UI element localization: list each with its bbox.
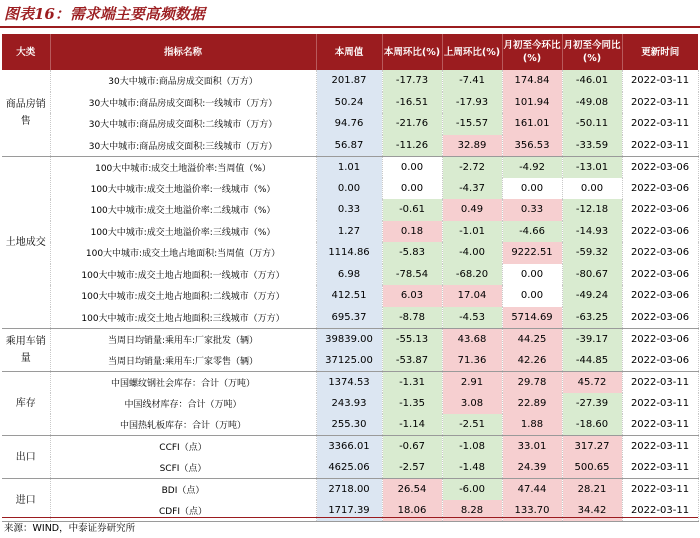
- table-row: [2, 135, 698, 157]
- current-value-cell: 1.27: [316, 221, 382, 243]
- change-cell: -5.83: [382, 242, 442, 264]
- indicator-name-cell: CDFI（点）: [50, 500, 316, 522]
- update-date-cell: 2022-03-06: [622, 199, 698, 221]
- header-row: [2, 34, 698, 70]
- indicator-name-cell: 30大中城市:商品房成交面积（万方）: [50, 70, 316, 92]
- update-date-cell: 2022-03-11: [622, 393, 698, 415]
- change-cell: -12.18: [562, 199, 622, 221]
- table-row: [2, 178, 698, 200]
- table-row: [2, 457, 698, 479]
- update-date-cell: 2022-03-06: [622, 350, 698, 372]
- change-cell: 9222.51: [502, 242, 562, 264]
- update-date-cell: 2022-03-06: [622, 264, 698, 286]
- update-date-cell: 2022-03-11: [622, 113, 698, 135]
- change-cell: -39.17: [562, 328, 622, 350]
- change-cell: 43.68: [442, 328, 502, 350]
- update-date-cell: 2022-03-06: [622, 307, 698, 329]
- change-cell: 18.06: [382, 500, 442, 522]
- change-cell: 71.36: [442, 350, 502, 372]
- change-cell: 24.39: [502, 457, 562, 479]
- update-date-cell: 2022-03-06: [622, 221, 698, 243]
- change-cell: 26.54: [382, 479, 442, 501]
- change-cell: -1.35: [382, 393, 442, 415]
- change-cell: -44.85: [562, 350, 622, 372]
- update-date-cell: 2022-03-11: [622, 371, 698, 393]
- change-cell: 33.01: [502, 436, 562, 458]
- table-row: [2, 328, 698, 350]
- current-value-cell: 1717.39: [316, 500, 382, 522]
- table-row: [2, 371, 698, 393]
- indicator-name-cell: 中国线材库存：合计（万吨）: [50, 393, 316, 415]
- indicator-name-cell: 中国热轧板库存：合计（万吨）: [50, 414, 316, 436]
- update-date-cell: 2022-03-11: [622, 479, 698, 501]
- category-cell: 乘用车销量: [2, 328, 50, 371]
- current-value-cell: 255.30: [316, 414, 382, 436]
- change-cell: 0.33: [502, 199, 562, 221]
- change-cell: 0.00: [502, 178, 562, 200]
- change-cell: 45.72: [562, 371, 622, 393]
- change-cell: 0.00: [502, 264, 562, 286]
- change-cell: -0.67: [382, 436, 442, 458]
- indicator-name-cell: 30大中城市:商品房成交面积:三线城市（万方）: [50, 135, 316, 157]
- change-cell: 0.00: [382, 178, 442, 200]
- indicator-name-cell: 100大中城市:成交土地占地面积:一线城市（万方）: [50, 264, 316, 286]
- change-cell: -2.51: [442, 414, 502, 436]
- change-cell: 0.49: [442, 199, 502, 221]
- table-row: [2, 500, 698, 522]
- change-cell: 101.94: [502, 92, 562, 114]
- column-header: 本周值: [316, 34, 382, 70]
- change-cell: -53.87: [382, 350, 442, 372]
- update-date-cell: 2022-03-06: [622, 328, 698, 350]
- change-cell: 6.03: [382, 285, 442, 307]
- current-value-cell: 39839.00: [316, 328, 382, 350]
- change-cell: -80.67: [562, 264, 622, 286]
- indicator-name-cell: 100大中城市:成交土地溢价率:一线城市（%）: [50, 178, 316, 200]
- change-cell: -17.73: [382, 70, 442, 92]
- current-value-cell: 0.00: [316, 178, 382, 200]
- column-header: 指标名称: [50, 34, 316, 70]
- current-value-cell: 50.24: [316, 92, 382, 114]
- change-cell: -4.53: [442, 307, 502, 329]
- indicator-name-cell: 100大中城市:成交土地溢价率:当周值（%）: [50, 156, 316, 178]
- current-value-cell: 695.37: [316, 307, 382, 329]
- table-row: [2, 221, 698, 243]
- change-cell: -4.00: [442, 242, 502, 264]
- change-cell: 0.00: [382, 156, 442, 178]
- indicator-name-cell: 30大中城市:商品房成交面积:一线城市（万方）: [50, 92, 316, 114]
- change-cell: -55.13: [382, 328, 442, 350]
- change-cell: 5714.69: [502, 307, 562, 329]
- update-date-cell: 2022-03-06: [622, 178, 698, 200]
- current-value-cell: 201.87: [316, 70, 382, 92]
- change-cell: -49.24: [562, 285, 622, 307]
- update-date-cell: 2022-03-06: [622, 285, 698, 307]
- current-value-cell: 412.51: [316, 285, 382, 307]
- change-cell: -14.93: [562, 221, 622, 243]
- change-cell: -2.57: [382, 457, 442, 479]
- table-row: [2, 199, 698, 221]
- current-value-cell: 1.01: [316, 156, 382, 178]
- category-cell: 出口: [2, 436, 50, 479]
- column-header: 大类: [2, 34, 50, 70]
- current-value-cell: 56.87: [316, 135, 382, 157]
- indicator-name-cell: 中国螺纹钢社会库存：合计（万吨）: [50, 371, 316, 393]
- change-cell: -17.93: [442, 92, 502, 114]
- change-cell: -63.25: [562, 307, 622, 329]
- column-header: 更新时间: [622, 34, 698, 70]
- change-cell: 356.53: [502, 135, 562, 157]
- current-value-cell: 1374.53: [316, 371, 382, 393]
- column-header: 上周环比(%): [442, 34, 502, 70]
- table-row: [2, 436, 698, 458]
- change-cell: -68.20: [442, 264, 502, 286]
- update-date-cell: 2022-03-11: [622, 70, 698, 92]
- indicator-name-cell: 100大中城市:成交土地占地面积:三线城市（万方）: [50, 307, 316, 329]
- table-row: [2, 242, 698, 264]
- change-cell: 161.01: [502, 113, 562, 135]
- change-cell: 8.28: [442, 500, 502, 522]
- table-row: [2, 350, 698, 372]
- change-cell: -11.26: [382, 135, 442, 157]
- change-cell: 34.42: [562, 500, 622, 522]
- indicator-name-cell: 当周日均销量:乘用车:厂家批发（辆）: [50, 328, 316, 350]
- change-cell: -59.32: [562, 242, 622, 264]
- change-cell: -4.92: [502, 156, 562, 178]
- current-value-cell: 94.76: [316, 113, 382, 135]
- update-date-cell: 2022-03-11: [622, 92, 698, 114]
- table-row: [2, 414, 698, 436]
- change-cell: -8.78: [382, 307, 442, 329]
- indicator-name-cell: 100大中城市:成交土地溢价率:三线城市（%）: [50, 221, 316, 243]
- indicator-name-cell: 30大中城市:商品房成交面积:二线城市（万方）: [50, 113, 316, 135]
- update-date-cell: 2022-03-11: [622, 457, 698, 479]
- change-cell: -0.61: [382, 199, 442, 221]
- change-cell: -18.60: [562, 414, 622, 436]
- change-cell: -1.31: [382, 371, 442, 393]
- current-value-cell: 37125.00: [316, 350, 382, 372]
- change-cell: -46.01: [562, 70, 622, 92]
- title-bar: [0, 0, 700, 28]
- change-cell: 2.91: [442, 371, 502, 393]
- table-row: [2, 70, 698, 92]
- indicator-name-cell: 当周日均销量:乘用车:厂家零售（辆）: [50, 350, 316, 372]
- change-cell: -16.51: [382, 92, 442, 114]
- current-value-cell: 6.98: [316, 264, 382, 286]
- indicator-name-cell: 100大中城市:成交土地溢价率:二线城市（%）: [50, 199, 316, 221]
- update-date-cell: 2022-03-11: [622, 135, 698, 157]
- category-cell: 商品房销售: [2, 70, 50, 156]
- change-cell: -50.11: [562, 113, 622, 135]
- table-row: [2, 285, 698, 307]
- table-body: [2, 70, 698, 522]
- change-cell: 32.89: [442, 135, 502, 157]
- update-date-cell: 2022-03-11: [622, 414, 698, 436]
- update-date-cell: 2022-03-11: [622, 500, 698, 522]
- change-cell: 500.65: [562, 457, 622, 479]
- change-cell: 133.70: [502, 500, 562, 522]
- change-cell: 47.44: [502, 479, 562, 501]
- update-date-cell: 2022-03-06: [622, 156, 698, 178]
- bottom-divider: [2, 517, 698, 518]
- current-value-cell: 4625.06: [316, 457, 382, 479]
- change-cell: 0.18: [382, 221, 442, 243]
- current-value-cell: 0.33: [316, 199, 382, 221]
- change-cell: -1.01: [442, 221, 502, 243]
- change-cell: -33.59: [562, 135, 622, 157]
- change-cell: -7.41: [442, 70, 502, 92]
- change-cell: 29.78: [502, 371, 562, 393]
- current-value-cell: 3366.01: [316, 436, 382, 458]
- change-cell: 0.00: [562, 178, 622, 200]
- table-row: [2, 393, 698, 415]
- change-cell: -21.76: [382, 113, 442, 135]
- change-cell: -27.39: [562, 393, 622, 415]
- change-cell: -1.14: [382, 414, 442, 436]
- change-cell: 0.00: [502, 285, 562, 307]
- change-cell: -78.54: [382, 264, 442, 286]
- column-header: 月初至今环比(%): [502, 34, 562, 70]
- change-cell: 17.04: [442, 285, 502, 307]
- change-cell: -4.37: [442, 178, 502, 200]
- table-row: [2, 156, 698, 178]
- table-row: [2, 307, 698, 329]
- change-cell: -15.57: [442, 113, 502, 135]
- change-cell: 28.21: [562, 479, 622, 501]
- change-cell: -13.01: [562, 156, 622, 178]
- current-value-cell: 2718.00: [316, 479, 382, 501]
- change-cell: 42.26: [502, 350, 562, 372]
- indicator-name-cell: 100大中城市:成交土地占地面积:二线城市（万方）: [50, 285, 316, 307]
- current-value-cell: 1114.86: [316, 242, 382, 264]
- change-cell: -6.00: [442, 479, 502, 501]
- change-cell: 44.25: [502, 328, 562, 350]
- indicator-name-cell: BDI（点）: [50, 479, 316, 501]
- column-header: 月初至今同比(%): [562, 34, 622, 70]
- change-cell: -1.08: [442, 436, 502, 458]
- change-cell: -49.08: [562, 92, 622, 114]
- column-header: 本周环比(%): [382, 34, 442, 70]
- indicator-name-cell: CCFI（点）: [50, 436, 316, 458]
- change-cell: 174.84: [502, 70, 562, 92]
- source-note: 来源：WIND，中泰证券研究所: [4, 523, 136, 534]
- change-cell: 3.08: [442, 393, 502, 415]
- demand-data-table: [2, 34, 699, 522]
- indicator-name-cell: SCFI（点）: [50, 457, 316, 479]
- table-row: [2, 92, 698, 114]
- update-date-cell: 2022-03-06: [622, 242, 698, 264]
- table-row: [2, 479, 698, 501]
- table-row: [2, 113, 698, 135]
- current-value-cell: 243.93: [316, 393, 382, 415]
- category-cell: 土地成交: [2, 156, 50, 328]
- update-date-cell: 2022-03-11: [622, 436, 698, 458]
- table-row: [2, 264, 698, 286]
- category-cell: 库存: [2, 371, 50, 436]
- change-cell: -4.66: [502, 221, 562, 243]
- change-cell: -1.48: [442, 457, 502, 479]
- change-cell: 317.27: [562, 436, 622, 458]
- table-title: 图表16：需求端主要高频数据: [4, 5, 205, 23]
- change-cell: -2.72: [442, 156, 502, 178]
- category-cell: 进口: [2, 479, 50, 522]
- change-cell: 1.88: [502, 414, 562, 436]
- indicator-name-cell: 100大中城市:成交土地占地面积:当周值（万方）: [50, 242, 316, 264]
- change-cell: 22.89: [502, 393, 562, 415]
